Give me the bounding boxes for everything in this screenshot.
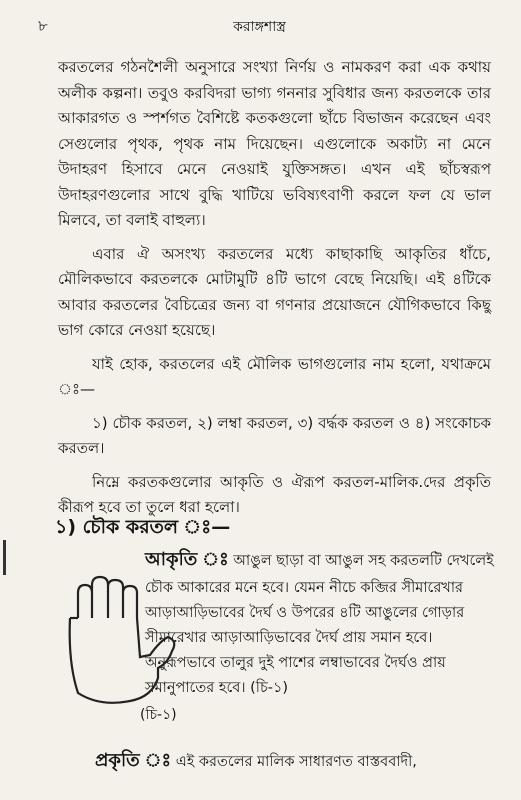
figure-caption: (চি-১) xyxy=(140,707,177,723)
running-title: করাঙ্গশাস্ত্র xyxy=(233,19,286,35)
gutter-mark xyxy=(3,540,6,575)
nature-description xyxy=(95,746,495,777)
page-number: ৮ xyxy=(38,16,48,35)
square-palm-hand-icon xyxy=(60,573,185,713)
section-title: ১) চৌক করতল ঃ— xyxy=(55,516,231,538)
paragraph-2: এবার ঐ অসংখ্য করতলের মধ্যে কাছাকাছি আকৃতির ধাঁচে, মৌলিকভাবে করতলকে মোটামুটি ৪টি ভাগে বেছে নিয়েছি। এই ৪টিকে আবার করতলের বৈচিত্রের জন্য বা গণনার প্রয়োজনে যৌগিকভাবে কিছু ভাগ কোরে নেওয়া হয়েছে। xyxy=(58,244,491,339)
page-header xyxy=(38,14,481,40)
paragraph-1: করতলের গঠনশৈলী অনুসারে সংখ্যা নির্ণয় ও নামকরণ করা এক কথায় অলীক কল্পনা। তবুও করবিদরা ভাগ্য গননার সুবিধার জন্য করতলকে তার আকারগত ও স্পর্শগত বৈশিষ্টে কতকগুলো ছাঁচে বিভাজন করেছেন এবং সেগুলোর পৃথক, পৃথক নাম দিয়েছেন। এগুলোকে অকাট্য না মেনে উদাহরণ হিসাবে মেনে নেওয়াই যুক্তিসঙ্গত। এখন এই ছাঁচস্বরূপ উদাহরণগুলোর সাথে বুদ্ধি খাটিয়ে ভবিষ্যৎবাণী করলে ফল যে ভাল মিলবে, তা বলাই বাহুল্য। xyxy=(58,58,491,229)
shape-description xyxy=(145,545,497,701)
nature-text: এই করতলের মালিক সাধারণত বাস্তববাদী, xyxy=(175,754,417,770)
body-text xyxy=(58,55,491,529)
paragraph-5: নিম্নে করতকগুলোর আকৃতি ও ঐরূপ করতল-মালিক.দের প্রকৃতি কীরূপ হবে তা তুলে ধরা হলো। xyxy=(58,472,491,516)
shape-label: আকৃতি ঃ xyxy=(145,549,229,570)
nature-label: প্রকৃতি ঃ xyxy=(95,750,172,771)
paragraph-3: যাই হোক, করতলের এই মৌলিক ভাগগুলোর নাম হলো, যথাক্রমে ঃ— xyxy=(58,354,491,398)
shape-text: আঙুল ছাড়া বা আঙুল সহ করতলটি দেখলেই চৌক আকারের মনে হবে। যেমন নীচে কব্জির সীমারেখার আড়াআড়িভাবের দৈর্ঘ ও উপরের ৪টি আঙুলের গোড়ার সীমারেখার আড়াআড়িভাবের দৈর্ঘ প্রায় সমান হবে। অনুরূপভাবে তালুর দুই পাশের লম্বাভাবের দৈর্ঘও প্রায় সমানুপাতের হবে। (চি-১) xyxy=(145,553,494,696)
paragraph-4: ১) চৌক করতল, ২) লম্বা করতল, ৩) বর্দ্ধক করতল ও ৪) সংকোচক করতল। xyxy=(58,413,491,457)
